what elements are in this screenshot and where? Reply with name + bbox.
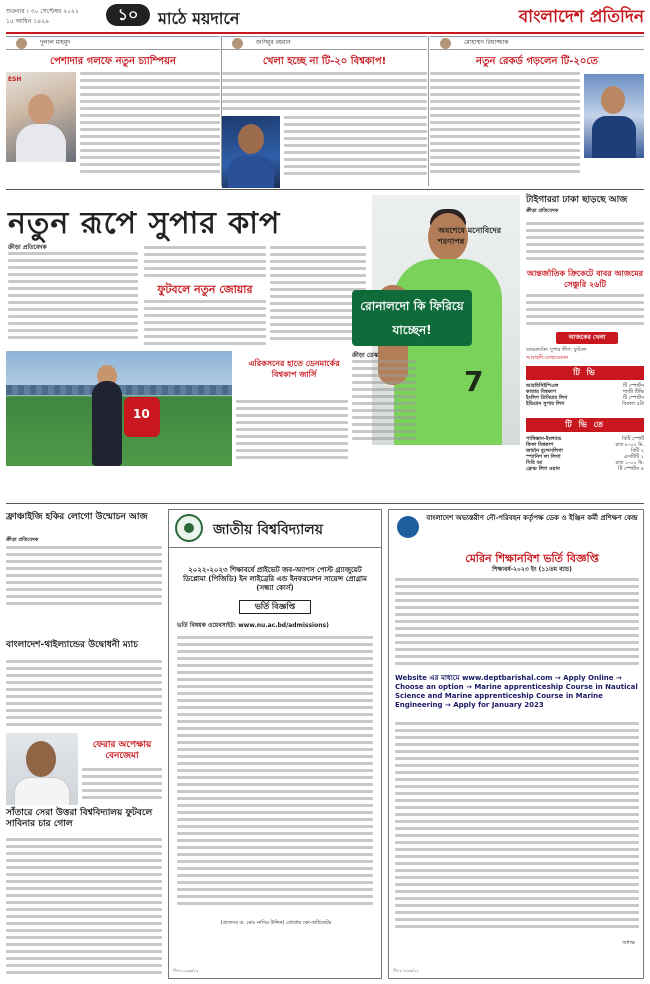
right-body — [526, 222, 644, 266]
list-item: ফ্রেঞ্চ লিগ ওয়ান টি স্পোর্টস ৪ — [526, 466, 644, 472]
today-item: আবাহনী-মোহামেডান — [526, 355, 569, 361]
story-body — [430, 72, 580, 182]
top-story-t20 — [222, 36, 427, 186]
marine-admission-notice — [388, 509, 644, 979]
nu-admission-notice — [168, 509, 382, 979]
benzema-headline: ফেরার অপেক্ষায় বেনজেমা — [92, 740, 152, 761]
eriksen-headline: এরিকসনের হাতে ডেনমার্কের বিশ্বকাপ জার্সি — [248, 359, 340, 379]
list-item: স্প্যানিশ লা লিগা এসটিটি ২ — [526, 454, 644, 460]
story-headline: পেশাদার গলফে নতুন চ্যাম্পিয়ন — [49, 56, 177, 67]
notice-body-2 — [395, 722, 639, 936]
list-item: কাতার বিশ্বকাপ গাজী টিভি — [526, 389, 644, 395]
admission-label: ভর্তি বিজ্ঞপ্তি — [239, 600, 311, 614]
page-number: ১০ — [106, 4, 150, 26]
today-item: ডায়মন্ডকিং সুপার লীগ: ফুটবল — [526, 347, 587, 353]
today-games-label: আজকের খেলা — [556, 332, 618, 344]
benzema-photo — [6, 733, 78, 805]
notice-title: জাতীয় বিশ্ববিদ্যালয় — [213, 522, 323, 538]
cricketer-photo — [222, 116, 280, 188]
main-byline: ক্রীড়া প্রতিবেদক — [8, 244, 47, 251]
byline: জসিমুর রহমান — [222, 36, 427, 50]
notice-body-1 — [395, 578, 639, 672]
university-logo-icon — [175, 514, 203, 542]
byline: দুলাল মাহমুদ — [6, 36, 220, 50]
story-body — [222, 72, 427, 112]
notice-body — [177, 636, 373, 912]
ronaldo-photo: 7 — [372, 195, 520, 445]
list-item: ইন্ডিয়ান সুপার লিগ বিকাল ৫টা — [526, 401, 644, 407]
notice-signature: (প্রফেসর ড. মোঃ নাসির উদ্দিন) প্রোগ্রাম কো-অর্ডিনেটর — [220, 920, 332, 926]
right-column — [526, 195, 644, 216]
ronaldo-body — [352, 360, 416, 446]
ronaldo-quote: অবশেষে মনোবিদের শরণাপন্ন — [438, 226, 502, 246]
ronaldo-headline: রোনালদো কি ফিরিয়ে যাচ্ছেন! — [352, 290, 472, 346]
author-avatar — [232, 38, 243, 49]
right-byline: ক্রীড়া প্রতিবেদক — [526, 208, 559, 214]
ronaldo-byline: ক্রীড়া ডেস্ক — [352, 352, 379, 359]
hockey-body — [6, 546, 162, 610]
tv-section-bar: টি ভি — [526, 366, 644, 380]
story-headline: নতুন রেকর্ড গড়লেন টি-২০তে — [476, 56, 598, 67]
newspaper-logo: বাংলাদেশ প্রতিদিন — [518, 7, 644, 27]
swimming-body — [6, 838, 162, 978]
date-line-bengali: ১৫ আশ্বিন ১৪২৯ — [6, 18, 49, 25]
main-body-col1 — [8, 252, 138, 346]
list-item: সিরি আ রাত ১-০০ মি. — [526, 460, 644, 466]
thailand-headline: বাংলাদেশ-থাইল্যান্ডের উদ্বোধনী ম্যাচ — [6, 640, 138, 650]
story-headline: খেলা হচ্ছে না টি-২০ বিশ্বকাপ! — [262, 56, 387, 67]
thailand-body — [6, 660, 162, 730]
top-story-record — [430, 36, 644, 186]
notice-website: Website এর মাধ্যমে www.deptbarishal.com → Apply Online → Choose an option → Marine apprenticeship Course in Nautical Science and Marine apprenticeship Course in Marine Engineering → Apply for January 2023 — [395, 674, 638, 709]
eriksen-photo: 10 — [6, 351, 232, 466]
author-avatar — [440, 38, 451, 49]
main-headline: নতুন রূপে সুপার কাপ — [8, 206, 281, 241]
author-avatar — [16, 38, 27, 49]
tv-listing-2 — [526, 436, 644, 472]
batsman-photo — [584, 74, 644, 158]
benzema-body — [82, 768, 162, 806]
date-line: শুক্রবার । ৩০ সেপ্টেম্বর ২০২২ — [6, 8, 79, 15]
babar-body — [526, 294, 644, 328]
list-item: আরবিসিইপিএল টি স্পোর্টস — [526, 383, 644, 389]
list-item: জার্মান বুন্দেসলিগা বিটি ২ — [526, 448, 644, 454]
notice-signature: অধ্যক্ষ — [622, 940, 635, 946]
tv-section-bar-2: টি ভি তে — [526, 418, 644, 432]
top-story-golf — [6, 36, 220, 186]
byline: মোহাম্মদ রিয়াজ্জাক — [430, 36, 644, 50]
story-body-2 — [284, 116, 427, 182]
list-item: ইংলিশ প্রিমিয়ার লিগ টি স্পোর্টস — [526, 395, 644, 401]
sub-headline-football: ফুটবলে নতুন জোয়ার — [157, 283, 253, 296]
hockey-headline: ফ্রাঞ্চাইজি হকির লোগো উন্মোচন আজ — [6, 512, 148, 522]
notice-title: বাংলাদেশ অভ্যন্তরীণ নৌ-পরিবহন কর্তৃপক্ষ ডেক ও ইঞ্জিন কর্মী প্রশিক্ষণ কেন্দ্র — [426, 514, 638, 522]
main-body-col2b — [144, 300, 266, 348]
notice-code: জি-২০৯৩৯/২২ — [173, 968, 199, 973]
notice-code: জি-২০৮৯৬/২২ — [393, 968, 419, 973]
authority-logo-icon — [397, 516, 419, 538]
right-headline: টাইগাররা ঢাকা ছাড়ছে আজ — [526, 195, 628, 205]
notice-subtitle: শিক্ষাবর্ষ-২০২৩ ইং (১১তম ব্যাচ) — [492, 566, 572, 573]
babar-headline: আন্তর্জাতিক ক্রিকেটে বাবর আজমের সেঞ্চুরি ২৬টি — [526, 269, 644, 289]
masthead — [6, 4, 644, 34]
story-body — [80, 72, 220, 182]
notice-headline: ২০২২-২০২৩ শিক্ষাবর্ষে প্রাইভেট জব-অ্যাপস পোস্ট গ্র্যাজুয়েট ডিপ্লোমা (পিজিডি) ইন লাইব্রেরি এন্ড ইনফরমেশন সায়েন্স প্রোগ্রাম (সন্ধ্যা কোর্স) — [183, 566, 367, 592]
notice-red-title: মেরিন শিক্ষানবিশ ভর্তি বিজ্ঞপ্তি — [465, 552, 599, 565]
tv-listing — [526, 383, 644, 407]
admission-website: ভর্তি বিষয়ক ওয়েবসাইট: www.nu.ac.bd/admissions) — [177, 622, 329, 629]
hockey-byline: ক্রীড়া প্রতিবেদক — [6, 537, 39, 543]
main-body-col2 — [144, 246, 266, 282]
section-title: মাঠে ময়দানে — [158, 9, 240, 28]
list-item: পাকিস্তান-ইংল্যান্ড বিটি স্পোর্ট — [526, 436, 644, 442]
swimming-headline: সাঁতারে সেরা উত্তরা বিশ্ববিদ্যালয় ফুটবলে সাবিনার চার গোল — [6, 808, 153, 829]
eriksen-body — [236, 400, 348, 462]
golfer-photo: ESH — [6, 72, 76, 162]
list-item: ফিফা বিশ্বকাপ রাত ৮-০০ মি. — [526, 442, 644, 448]
